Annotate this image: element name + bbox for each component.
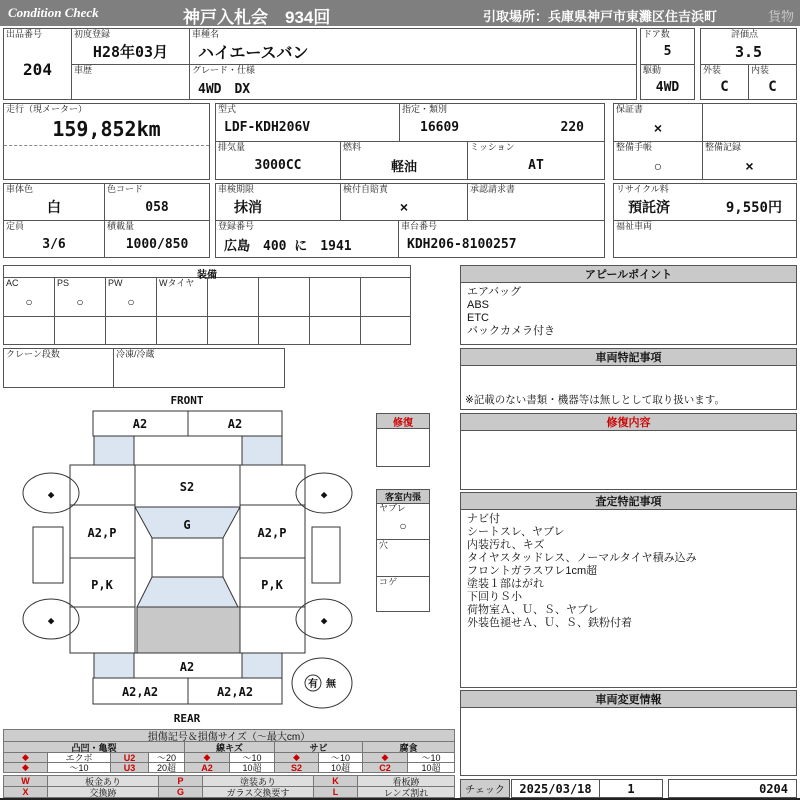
assessment-line: 内装汚れ、キズ: [467, 539, 545, 551]
brand-title: Condition Check: [8, 5, 99, 20]
vehicle-notes-footer: ※記載のない書類・機器等は無しとして取り扱います。: [465, 394, 725, 406]
equip-wtire-cell: [157, 278, 208, 316]
front-bumper-left-code: A2: [132, 417, 148, 431]
maintenance-book-cell: [613, 141, 703, 180]
legend-diamond-icon: ◆: [362, 752, 408, 763]
equip-ps-value: ○: [76, 295, 84, 309]
legend-code-x: X: [3, 786, 48, 798]
displacement-cell: [215, 141, 341, 180]
equip-pw-cell: [106, 278, 157, 316]
legend-code-k-label: 看板跡: [357, 775, 455, 787]
assessment-title: 査定特記事項: [461, 493, 796, 510]
model-code-label: 型式: [218, 104, 237, 114]
assessment-line: 荷物室Ａ、Ｕ、Ｓ、ヤブレ: [467, 604, 599, 616]
legend-size: ～10: [229, 752, 275, 763]
approval-cell: [467, 183, 605, 221]
crane-label: クレーン段数: [6, 349, 60, 359]
assessment-line: フロントガラスワレ1cm超: [467, 565, 598, 577]
recycle-amount: 9,550円: [725, 200, 782, 216]
maintenance-book-value: ○: [653, 157, 663, 174]
check-label-cell: チェック: [460, 779, 510, 798]
legend-size: 20超: [148, 762, 185, 773]
front-bumper-right-code: A2: [227, 417, 243, 431]
assessment-line: 外装色褪せＡ、Ｕ、Ｓ、鉄粉付着: [467, 617, 632, 629]
mileage-label: 走行（現メーター）: [6, 104, 88, 114]
load-capacity-value: 1000/850: [125, 236, 189, 252]
model-name-label: 車種名: [192, 29, 220, 39]
body-color-label: 車体色: [6, 184, 34, 194]
fuel-label: 燃料: [343, 142, 362, 152]
damage-diamond-icon: ◆: [47, 614, 55, 627]
legend-code-s2: S2: [274, 762, 319, 773]
cabin-burn-label: コゲ: [379, 577, 398, 587]
class-value-2: 220: [560, 120, 584, 135]
assessment-panel: [460, 492, 797, 688]
displacement-value: 3000CC: [254, 158, 302, 173]
rear-window-shape: [137, 577, 238, 607]
appeal-line: バックカメラ付き: [467, 325, 555, 337]
score-value: 3.5: [734, 42, 763, 61]
cabin-lining-title: 客室内張: [377, 490, 429, 504]
right-step: [312, 527, 340, 583]
equip-wtire-value: [157, 288, 207, 316]
assessment-line: シートスレ、ヤブレ: [467, 526, 565, 538]
model-name-value: ハイエースバン: [198, 45, 309, 62]
appeal-points-title: アピールポイント: [461, 266, 796, 283]
equip-empty-cell: [259, 278, 310, 316]
right-door-code: A2,P: [257, 526, 287, 540]
right-panel-code: P,K: [261, 578, 283, 592]
cabin-roof-shape: [152, 538, 223, 577]
grade-label: グレード・仕様: [192, 65, 256, 75]
legend-diamond-icon: ◆: [3, 762, 48, 773]
warranty-label: 保証書: [616, 104, 644, 114]
equip-pw-label: PW: [108, 278, 123, 288]
legend-section-rust: サビ: [274, 741, 363, 753]
equip-empty-cell: [157, 316, 208, 344]
equip-wtire-label: Wタイヤ: [159, 278, 195, 288]
appeal-points-panel: [460, 265, 797, 345]
windshield-code: G: [183, 518, 191, 532]
warranty-value: ×: [653, 119, 663, 136]
roof-front-code: S2: [179, 480, 195, 494]
legend-code-u3: U3: [110, 762, 149, 773]
rear-corner-right: [242, 653, 282, 678]
repair-mini-box: [376, 413, 430, 467]
legend-section-dents: 凸凹・亀裂: [3, 741, 185, 753]
chassis-number-cell: [398, 220, 605, 258]
displacement-label: 排気量: [218, 142, 246, 152]
mileage-separator: [4, 145, 209, 146]
legend-code-w-label: 板金あり: [47, 775, 159, 787]
doors-label: ドア数: [643, 29, 670, 39]
interior-grade-cell: [748, 64, 797, 100]
vehicle-notes-title: 車両特記事項: [461, 349, 796, 366]
rear-bumper-left-code: A2,A2: [121, 685, 159, 699]
legend-section-corrosion: 腐食: [362, 741, 455, 753]
left-door-code: A2,P: [87, 526, 117, 540]
equip-empty-cell: [310, 316, 361, 344]
legend-size: ～10: [407, 752, 455, 763]
repair-mini-title: 修復: [377, 414, 429, 429]
vehicle-change-title: 車両変更情報: [461, 691, 796, 708]
left-panel-code: P,K: [91, 578, 113, 592]
maintenance-record-value: ×: [745, 157, 754, 174]
cabin-tear-label: ヤブレ: [379, 503, 406, 513]
legend-code-x-label: 交換跡: [47, 786, 159, 798]
equip-empty-cell: [4, 316, 55, 344]
check-count: 1: [627, 781, 635, 796]
drive-label: 駆動: [643, 65, 662, 75]
recycle-status: 預託済: [628, 199, 670, 215]
spare-tire-circle: [292, 658, 352, 708]
equip-empty-cell: [55, 316, 106, 344]
load-capacity-cell: [104, 220, 210, 258]
repair-content-panel: [460, 413, 797, 490]
legend-code-l: L: [313, 786, 358, 798]
crane-cell: [4, 349, 114, 387]
lot-number-cell: [3, 28, 72, 100]
cabin-hole-label: 穴: [379, 540, 389, 550]
capacity-cell: [3, 220, 105, 258]
mileage-value: 159,852km: [52, 116, 161, 141]
legend-dent-type: エクボ: [47, 752, 111, 763]
legend-size: 10超: [407, 762, 455, 773]
warranty-extra-cell: [702, 103, 797, 142]
score-cell: [700, 28, 797, 65]
vehicle-change-panel: [460, 690, 797, 776]
insurance-cell: [340, 183, 468, 221]
auction-title: 神戸入札会 934回: [183, 8, 331, 27]
first-registration-value: H28年03月: [92, 43, 169, 61]
check-date-box: [511, 779, 663, 798]
check-code: 0204: [668, 779, 797, 798]
crane-fridge-box: [3, 348, 285, 388]
drive-value: 4WD: [655, 79, 680, 95]
equipment-title: 装備: [4, 266, 410, 278]
equip-empty-cell: [361, 316, 410, 344]
legend-size: ～10: [318, 752, 363, 763]
rear-gate-code: A2: [179, 660, 195, 674]
registration-number-cell: [215, 220, 399, 258]
spare-no-label: 無: [326, 679, 336, 690]
legend-section-scratch: 線キズ: [184, 741, 275, 753]
model-code-cell: [215, 103, 400, 142]
color-code-label: 色コード: [107, 184, 144, 194]
welfare-cell: [613, 220, 797, 258]
equip-ac-cell: [4, 278, 55, 316]
exterior-grade-value: C: [720, 79, 729, 95]
legend-code-l-label: レンズ割れ: [357, 786, 455, 798]
fridge-cell: [114, 349, 284, 387]
maintenance-record-cell: [702, 141, 797, 180]
class-cell: [399, 103, 605, 142]
left-step: [33, 527, 63, 583]
legend-size: ～20: [148, 752, 185, 763]
car-history-cell: [71, 64, 190, 100]
class-value-1: 16609: [420, 120, 460, 135]
legend-code-u2: U2: [110, 752, 149, 763]
legend-size: ～10: [47, 762, 111, 773]
legend-code-a2: A2: [184, 762, 230, 773]
load-capacity-label: 積載量: [107, 221, 135, 231]
inspection-value: 抹消: [234, 199, 262, 215]
first-registration-cell: [71, 28, 190, 65]
legend-title: 損傷記号＆損傷サイズ（～最大cm）: [3, 729, 455, 742]
rear-bumper-right-code: A2,A2: [216, 685, 254, 699]
fuel-value: 軽油: [390, 159, 417, 174]
equip-ps-cell: [55, 278, 106, 316]
vehicle-notes-panel: [460, 348, 797, 410]
recycle-fee-label: リサイクル料: [616, 184, 669, 194]
appeal-line: エアバッグ: [467, 286, 522, 298]
front-corner-right: [242, 436, 282, 465]
lot-number-value: 204: [23, 59, 52, 79]
damage-diamond-icon: ◆: [320, 488, 328, 501]
color-code-cell: [104, 183, 210, 221]
registration-number-label: 登録番号: [218, 221, 255, 231]
transmission-value: AT: [528, 158, 544, 173]
legend-code-g-label: ガラス交換要す: [202, 786, 314, 798]
insurance-label: 検付自賠責: [343, 184, 389, 194]
interior-grade-value: C: [768, 79, 777, 95]
legend-diamond-icon: ◆: [3, 752, 48, 763]
appeal-line: ETC: [467, 312, 489, 324]
equip-ac-value: ○: [25, 295, 33, 309]
rear-label: REAR: [173, 712, 201, 725]
cabin-tear-cell: [377, 503, 429, 540]
repair-content-title: 修復内容: [461, 414, 796, 431]
legend-code-w: W: [3, 775, 48, 787]
legend-diamond-icon: ◆: [274, 752, 319, 763]
lot-number-label: 出品番号: [6, 29, 43, 39]
spare-yes-label: 有: [308, 679, 318, 690]
maintenance-book-label: 整備手帳: [616, 142, 653, 152]
doors-value: 5: [663, 44, 672, 59]
capacity-label: 定員: [6, 221, 25, 231]
body-color-value: 白: [47, 199, 61, 215]
transmission-label: ミッション: [470, 142, 515, 152]
chassis-number-value: KDH206-8100257: [407, 236, 517, 252]
legend-size: 10超: [318, 762, 363, 773]
check-date: 2025/03/18: [512, 780, 600, 797]
inspection-cell: [215, 183, 341, 221]
drive-cell: [640, 64, 695, 100]
insurance-value: ×: [399, 199, 409, 215]
legend-code-p-label: 塗装あり: [202, 775, 314, 787]
cabin-lining-box: [376, 489, 430, 612]
assessment-line: 塗装１部はがれ: [467, 578, 544, 590]
chassis-number-label: 車台番号: [401, 221, 438, 231]
legend-code-k: K: [313, 775, 358, 787]
equip-empty-cell: [208, 278, 259, 316]
equip-pw-value: ○: [127, 295, 135, 309]
capacity-value: 3/6: [42, 236, 66, 252]
damage-diamond-icon: ◆: [47, 488, 55, 501]
equip-empty-cell: [208, 316, 259, 344]
legend-diamond-icon: ◆: [184, 752, 230, 763]
equipment-box: [3, 265, 411, 345]
recycle-fee-cell: [613, 183, 797, 221]
mileage-cell: [3, 103, 210, 180]
damage-diamond-icon: ◆: [320, 614, 328, 627]
welfare-label: 福祉車両: [616, 221, 653, 231]
assessment-line: ナビ付: [467, 513, 500, 525]
model-code-value: LDF-KDH206V: [224, 120, 311, 135]
equip-empty-cell: [106, 316, 157, 344]
front-corner-left: [94, 436, 134, 465]
body-color-cell: [3, 183, 105, 221]
equip-empty-cell: [361, 278, 410, 316]
equip-empty-cell: [259, 316, 310, 344]
exterior-grade-label: 外装: [703, 65, 722, 75]
legend-size: 10超: [229, 762, 275, 773]
class-label: 指定・類別: [402, 104, 448, 114]
doors-cell: [640, 28, 695, 65]
grade-value: 4WD DX: [198, 81, 251, 97]
fuel-cell: [340, 141, 468, 180]
first-registration-label: 初度登録: [74, 29, 111, 39]
cargo-tag: 貨物: [767, 9, 794, 24]
inspection-label: 車検期限: [218, 184, 255, 194]
front-label: FRONT: [170, 394, 204, 407]
model-name-cell: [189, 28, 637, 65]
assessment-line: 下回りＳ小: [467, 591, 522, 603]
pickup-location: 引取場所：兵庫県神戸市東灘区住吉浜町: [483, 9, 718, 24]
legend-code-g: G: [158, 786, 203, 798]
cargo-floor-shape: [137, 607, 240, 653]
header-bar: [0, 0, 800, 26]
car-history-label: 車歴: [74, 65, 93, 75]
rear-corner-left: [94, 653, 134, 678]
legend-code-c2: C2: [362, 762, 408, 773]
assessment-line: タイヤスタッドレス、ノーマルタイヤ積み込み: [467, 552, 697, 564]
transmission-cell: [467, 141, 605, 180]
cabin-burn-cell: [377, 577, 429, 613]
warranty-cell: [613, 103, 703, 142]
cabin-tear-value: ○: [399, 519, 407, 533]
equip-ps-label: PS: [57, 278, 70, 288]
appeal-line: ABS: [467, 299, 490, 311]
color-code-value: 058: [145, 199, 169, 215]
grade-cell: [189, 64, 637, 100]
legend-code-p: P: [158, 775, 203, 787]
equip-ac-label: AC: [6, 278, 19, 288]
interior-grade-label: 内装: [751, 65, 770, 75]
cabin-hole-cell: [377, 540, 429, 577]
score-label: 評価点: [731, 29, 759, 39]
approval-label: 承認請求書: [470, 184, 516, 194]
registration-number-value: 広島 400 に 1941: [224, 238, 352, 254]
exterior-grade-cell: [700, 64, 749, 100]
fridge-label: 冷凍/冷蔵: [116, 349, 155, 359]
equip-empty-cell: [310, 278, 361, 316]
maintenance-record-label: 整備記録: [705, 142, 742, 152]
